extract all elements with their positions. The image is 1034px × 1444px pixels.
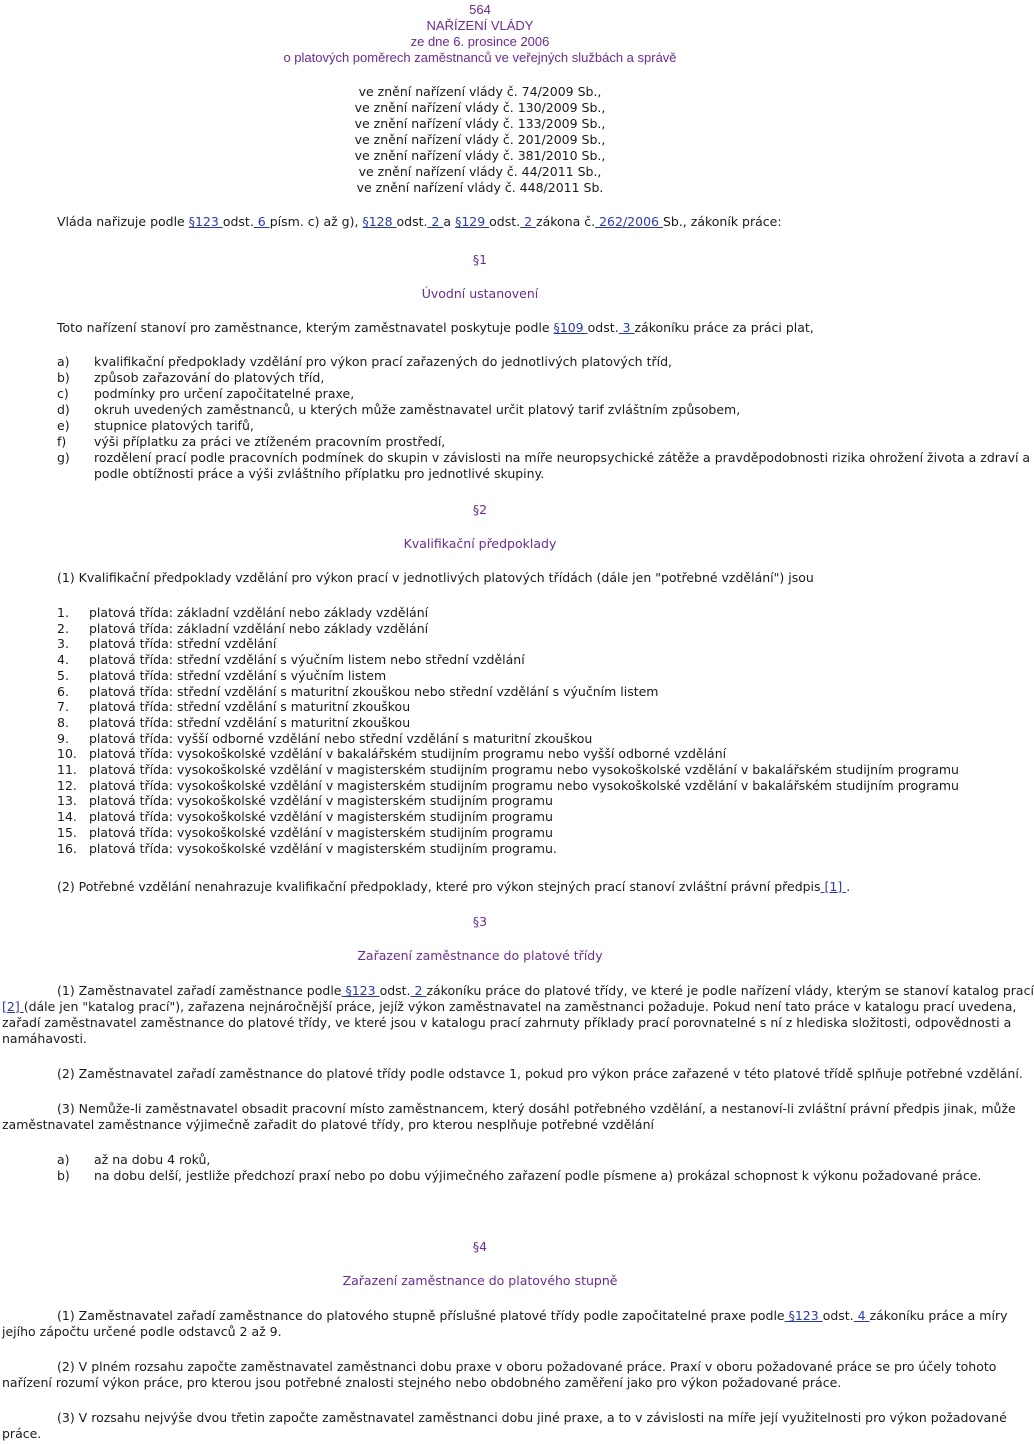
footnote-link-2[interactable]: [2] [2,999,24,1014]
list-text: podmínky pro určení započitatelné praxe, [94,386,355,401]
section-4-mark: §4 [472,1239,488,1254]
list-item [57,731,959,747]
list-number: 8. [57,714,69,730]
section-2-heading: Kvalifikační předpoklady [403,536,557,551]
preamble-text: a [443,214,456,229]
list-label: b) [57,370,70,385]
list-text: způsob zařazování do platových tříd, [94,370,325,385]
list-item [57,668,959,684]
section-3-p1-line1 [57,983,1034,999]
section-3-p2: (2) Zaměstnavatel zařadí zaměstnance do platové třídy podle odstavce 1, pokud pro výkon práce zařazené v této platové třídě splňuje potřebné vzdělání. [57,1066,1023,1081]
document-title: NAŘÍZENÍ VLÁDY [426,18,534,33]
link-odst-2[interactable]: 2 [410,983,427,998]
list-item [57,605,959,621]
list-number: 5. [57,667,69,683]
intro-text: Toto nařízení stanoví pro zaměstnance, kterým zaměstnavatel poskytuje podle [57,320,554,335]
list-item [57,621,959,637]
preamble-text: odst. [222,214,254,229]
list-item [57,386,1030,402]
preamble-link-128[interactable]: §128 [362,214,397,229]
list-item [57,699,959,715]
list-item [57,841,959,857]
list-number: 11. [57,762,77,778]
document-number: 564 [469,2,491,17]
p1-text: odst. [379,983,411,998]
list-text: platová třída: základní vzdělání nebo základy vzdělání [89,620,429,636]
list-text: podle obtížnosti práce a výši zvláštního příplatku pro jednotlivé skupiny. [94,466,545,481]
preamble-link-odst-2b[interactable]: 2 [520,214,537,229]
amendment-4: ve znění nařízení vlády č. 201/2009 Sb., [354,132,606,147]
preamble-link-262-2006[interactable]: 262/2006 [595,214,663,229]
intro-text: zákoníku práce za práci plat, [634,320,814,335]
list-item [57,715,959,731]
list-number: 13. [57,793,77,809]
section-3-p3-line1: (3) Nemůže-li zaměstnavatel obsadit pracovní místo zaměstnancem, který dosáhl potřebného vzdělání, a nestanoví-li zvláštní právní předpis jinak, může [57,1101,1016,1116]
list-item [57,778,959,794]
link-123[interactable]: §123 [341,983,380,998]
p2-text: . [846,879,851,894]
section-4-p3-line2: práce. [2,1426,42,1441]
section-2-p1: (1) Kvalifikační předpoklady vzdělání pro výkon prací v jednotlivých platových třídách (dále jen "potřebné vzdělání") jsou [57,570,814,585]
section-4-heading: Zařazení zaměstnance do platového stupně [342,1273,618,1288]
section-3-heading: Zařazení zaměstnance do platové třídy [357,948,603,963]
list-number: 10. [57,746,77,762]
p1-text: zákoníku práce a míry [869,1308,1008,1323]
section-4-p2-line1: (2) V plném rozsahu započte zaměstnavatel zaměstnanci dobu praxe v oboru požadované práce. Praxí v oboru požadované práce se pro účely tohoto [57,1359,997,1374]
p2-text: (2) Potřebné vzdělání nenahrazuje kvalifikační předpoklady, které pro výkon stejných prací stanoví zvláštní právní předpis [57,879,821,894]
preamble-text: odst. [396,214,428,229]
preamble-text: Vláda nařizuje podle [57,214,189,229]
list-text: platová třída: vysokoškolské vzdělání v magisterském studijním programu [89,824,553,840]
list-item [57,418,1030,434]
section-3-mark: §3 [472,914,488,929]
list-text: platová třída: vyšší odborné vzdělání nebo střední vzdělání s maturitní zkouškou [89,730,593,746]
list-number: 15. [57,824,77,840]
list-text: platová třída: vysokoškolské vzdělání v magisterském studijním programu [89,793,553,809]
list-text: platová třída: střední vzdělání s výučním listem nebo střední vzdělání [89,652,525,668]
link-odst-3[interactable]: 3 [618,320,635,335]
section-2-mark: §2 [472,502,488,517]
p1-text: (1) Zaměstnavatel zařadí zaměstnance do platového stupně příslušné platové třídy podle započitatelné praxe podle [57,1308,785,1323]
amendment-7: ve znění nařízení vlády č. 448/2011 Sb. [356,180,604,195]
preamble-text: písm. c) až g), [269,214,363,229]
list-item [57,354,1030,370]
list-item [57,370,1030,386]
p1-text: (dále jen "katalog prací"), zařazena nejnáročnější práce, jejíž výkon zaměstnavatel na zaměstnanci požaduje. Pokud není tato práce v katalogu prací uvedena, [23,999,1017,1014]
section-3-list [57,1152,981,1184]
list-item [57,762,959,778]
document-date: ze dne 6. prosince 2006 [410,34,550,49]
list-number: 6. [57,683,69,699]
list-text: platová třída: střední vzdělání [89,636,277,652]
preamble-link-odst-6[interactable]: 6 [253,214,270,229]
intro-text: odst. [587,320,619,335]
preamble-text: odst. [489,214,521,229]
section-4-p3-line1: (3) V rozsahu nejvýše dvou třetin započte zaměstnavatel zaměstnanci dobu jiné praxe, a to v závislosti na míře její využitelnosti pro výkon požadované [57,1410,1007,1425]
amendment-5: ve znění nařízení vlády č. 381/2010 Sb., [354,148,606,163]
list-text: až na dobu 4 roků, [94,1152,211,1167]
preamble-link-odst-2a[interactable]: 2 [427,214,444,229]
list-text: rozdělení prací podle pracovních podmínek do skupin v závislosti na míře neuropsychické zátěže a pravděpodobnosti rizika ohrožení života a zdraví a [94,450,1031,465]
list-item [57,466,1030,482]
list-text: platová třída: střední vzdělání s výučním listem [89,667,387,683]
list-item [57,434,1030,450]
section-1-heading: Úvodní ustanovení [421,286,539,301]
list-label: g) [57,450,70,465]
list-number: 4. [57,652,69,668]
section-3-p3-line2: zaměstnavatel zaměstnance výjimečně zařadit do platové třídy, pro kterou nesplňuje potřebné vzdělání [2,1117,654,1132]
list-item [57,825,959,841]
list-text: stupnice platových tarifů, [94,418,254,433]
list-number: 12. [57,777,77,793]
list-item [57,793,959,809]
preamble [57,214,782,230]
preamble-text: zákona č. [536,214,596,229]
list-text: platová třída: vysokoškolské vzdělání v magisterském studijním programu nebo vysokoškolské vzdělání v bakalářském studijním programu [89,777,959,793]
list-text: platová třída: vysokoškolské vzdělání v bakalářském studijním programu nebo vyšší odborné vzdělání [89,746,727,762]
list-number: 1. [57,605,69,620]
list-number: 14. [57,809,77,825]
list-item [57,636,959,652]
list-item [57,746,959,762]
amendment-3: ve znění nařízení vlády č. 133/2009 Sb., [354,116,606,131]
list-text: výši příplatku za práci ve ztíženém pracovním prostředí, [94,434,446,449]
list-label: b) [57,1168,70,1183]
footnote-link-1[interactable]: [1] [820,879,847,894]
section-3-p1-line3: zařadí zaměstnavatel zaměstnance do platové třídy, ve které jsou v katalogu prací zahrnuty příklady prací porovnatelné s ní z hlediska složitosti, odpovědnosti a [2,1015,1012,1030]
list-label: d) [57,402,70,417]
amendment-2: ve znění nařízení vlády č. 130/2009 Sb., [354,100,606,115]
list-text: na dobu delší, jestliže předchozí praxí nebo po dobu výjimečného zařazení podle písmene a) prokázal schopnost k výkonu požadované práce. [94,1168,982,1183]
section-3-p1-line2 [2,999,1016,1015]
list-text: platová třída: střední vzdělání s maturitní zkouškou nebo střední vzdělání s výučním listem [89,683,659,699]
list-item [57,450,1030,466]
section-1-mark: §1 [472,252,488,267]
list-item [57,652,959,668]
link-odst-4[interactable]: 4 [853,1308,870,1323]
list-number: 2. [57,620,69,636]
list-label: e) [57,418,70,433]
preamble-link-123[interactable]: §123 [188,214,223,229]
section-4-p2-line2: nařízení rozumí výkon práce, pro kterou jsou potřebné znalosti stejného nebo obdobného zaměření jako pro výkon požadované práce. [2,1375,842,1390]
list-item [57,809,959,825]
list-text: platová třída: vysokoškolské vzdělání v magisterském studijním programu nebo vysokoškolské vzdělání v bakalářském studijním programu [89,762,959,778]
document-subject: o platových poměrech zaměstnanců ve veřejných službách a správě [283,50,677,65]
section-2-p2 [57,879,850,895]
section-3-p1-line4: namáhavosti. [2,1031,87,1046]
section-1-intro [57,320,814,336]
preamble-text: Sb., zákoník práce: [662,214,782,229]
section-4-p1-line1 [57,1308,1007,1324]
list-label: a) [57,354,70,369]
list-number: 3. [57,636,69,652]
link-109[interactable]: §109 [553,320,588,335]
list-label: a) [57,1152,70,1167]
section-1-list [57,354,1030,482]
link-123[interactable]: §123 [784,1308,823,1323]
list-item [57,684,959,700]
list-label: c) [57,386,69,401]
list-number: 7. [57,699,69,715]
list-item [57,402,1030,418]
list-item [57,1152,981,1168]
amendment-6: ve znění nařízení vlády č. 44/2011 Sb., [358,164,602,179]
list-text: platová třída: základní vzdělání nebo základy vzdělání [89,605,429,620]
salary-class-list [57,605,959,856]
amendment-1: ve znění nařízení vlády č. 74/2009 Sb., [358,84,602,99]
list-item [57,1168,981,1184]
list-text: platová třída: vysokoškolské vzdělání v magisterském studijním programu [89,809,553,825]
list-text: platová třída: vysokoškolské vzdělání v magisterském studijním programu. [89,840,557,856]
list-text: platová třída: střední vzdělání s maturitní zkouškou [89,714,411,730]
p1-text: odst. [822,1308,854,1323]
list-text: kvalifikační předpoklady vzdělání pro výkon prací zařazených do jednotlivých platových tříd, [94,354,673,369]
p1-text: zákoníku práce do platové třídy, ve které je podle nařízení vlády, kterým se stanoví katalog prací [426,983,1034,998]
p1-text: (1) Zaměstnavatel zařadí zaměstnance podle [57,983,342,998]
section-4-p1-line2: jejího zápočtu určené podle odstavců 2 až 9. [2,1324,282,1339]
list-number: 16. [57,840,77,856]
list-text: platová třída: střední vzdělání s maturitní zkouškou [89,699,411,715]
list-text: okruh uvedených zaměstnanců, u kterých může zaměstnavatel určit platový tarif zvláštním způsobem, [94,402,741,417]
preamble-link-129[interactable]: §129 [455,214,490,229]
list-label: f) [57,434,67,449]
list-number: 9. [57,730,69,746]
